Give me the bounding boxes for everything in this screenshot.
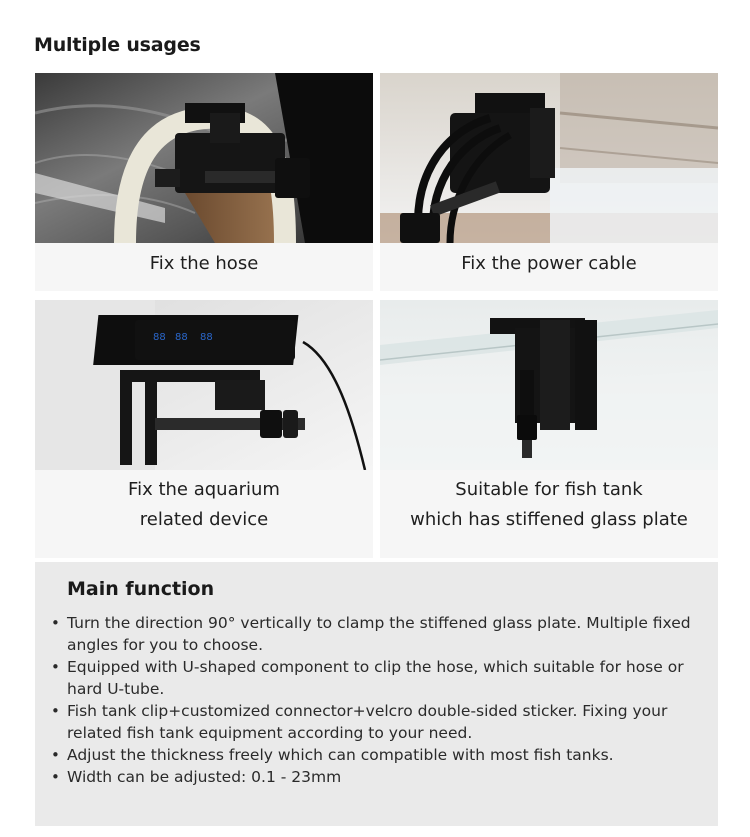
main-function-title: Main function [67, 578, 215, 600]
usage-card-power-cable [380, 73, 718, 291]
list-item [49, 612, 709, 656]
list-item [49, 656, 709, 700]
list-item [49, 766, 709, 788]
aquarium-device-clamp-photo [35, 300, 373, 470]
svg-text:88: 88 [153, 332, 166, 343]
svg-text:88: 88 [200, 332, 213, 343]
svg-text:88: 88 [175, 332, 188, 343]
caption-line-1: Fix the power cable [461, 253, 637, 274]
caption-line-1: Fix the aquarium [128, 479, 280, 500]
main-function-list [49, 612, 709, 788]
card-caption [380, 475, 718, 535]
list-item [49, 700, 709, 744]
bullet-icon: • [51, 768, 60, 786]
bullet-icon: • [51, 746, 60, 764]
caption-line-2: related device [139, 509, 269, 530]
card-caption [380, 249, 718, 279]
bullet-icon: • [51, 658, 60, 676]
card-caption [35, 475, 373, 535]
list-item [49, 744, 709, 766]
page-heading: Multiple usages [34, 34, 201, 56]
list-item-text: Adjust the thickness freely which can compatible with most fish tanks. [67, 746, 614, 764]
list-item-text: Equipped with U-shaped component to clip the hose, which suitable for hose or hard U-tube. [67, 658, 684, 698]
list-item-text: Turn the direction 90° vertically to clamp the stiffened glass plate. Multiple fixed angles for you to choose. [67, 614, 691, 654]
usage-card-aquarium-device [35, 300, 373, 558]
card-caption [35, 249, 373, 279]
main-function-panel [35, 562, 718, 826]
hose-clamp-photo [35, 73, 373, 243]
caption-line-1: Suitable for fish tank [455, 479, 643, 500]
power-cable-clamp-photo [380, 73, 718, 243]
usage-card-hose [35, 73, 373, 291]
bullet-icon: • [51, 702, 60, 720]
usage-card-stiffened-glass [380, 300, 718, 558]
caption-line-2: which has stiffened glass plate [410, 509, 688, 530]
list-item-text: Fish tank clip+customized connector+velcro double-sided sticker. Fixing your related fish tank equipment according to your need. [67, 702, 668, 742]
bullet-icon: • [51, 614, 60, 632]
caption-line-1: Fix the hose [149, 253, 259, 274]
stiffened-glass-clamp-photo [380, 300, 718, 470]
list-item-text: Width can be adjusted: 0.1 - 23mm [67, 768, 342, 786]
